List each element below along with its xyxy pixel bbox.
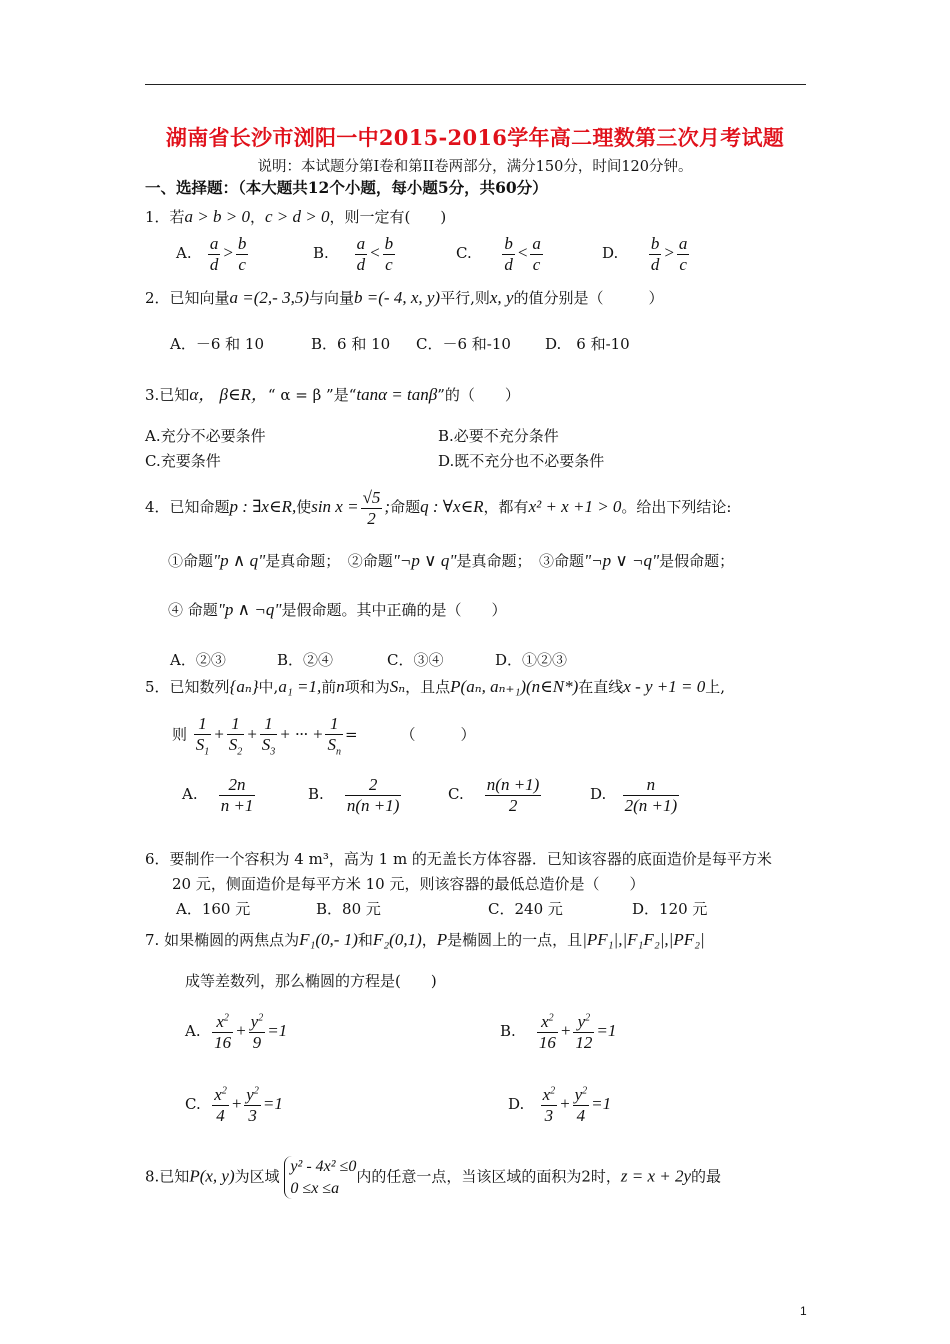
q5-option-c: C. $\frac{n(n +1)}{2}$ [448,775,540,815]
q2-option-c: C．－6 和-10 [416,335,511,353]
q3-option-d: D.既不充分也不必要条件 [438,452,605,470]
question-7-line-2: 成等差数列，那么椭圆的方程是( ) [185,972,437,990]
q4-statements-1: ①命题"p ∧ q"是真命题； ②命题"¬p ∨ q"是真命题； ③命题"¬p ∨ ¬q"是假命题； [168,551,735,570]
question-6-line-1: 6．要制作一个容积为 4 m³，高为 1 m 的无盖长方体容器．已知该容器的底面造价是每平方米 [145,850,772,868]
q1-option-a: A. $\frac{a}{d}$ > $\frac{b}{c}$ [176,234,247,274]
q6-option-b: B．80 元 [316,900,381,918]
exam-note: 说明：本试题分第I卷和第II卷两部分，满分150分，时间120分钟。 [257,159,693,175]
q1-option-d: D. $\frac{b}{d}$ > $\frac{a}{c}$ [602,234,688,274]
q4-option-b: B．②④ [277,651,334,669]
q6-option-a: A．160 元 [176,900,251,918]
question-7: 7. 如果椭圆的两焦点为F₁(0,- 1)和F₂(0,1)，P是椭圆上的一点，且|PF₁|,|F₁F₂|,|PF₂| [145,930,705,949]
page-title: 湖南省长沙市浏阳一中2015-2016学年高二理数第三次月考试题 [165,125,785,150]
question-6-line-2: 20 元，侧面造价是每平方米 10 元，则该容器的最低总造价是（ ） [172,875,645,893]
q6-option-c: C．240 元 [488,900,563,918]
q5-sum: 则 $\frac{1}{S_1}$ + $\frac{1}{S_2}$ + $\frac{1}{S_3}$ + ··· + $\frac{1}{S_n}$ = （ ） [172,714,476,757]
q1-option-c: C. $\frac{b}{d}$ < $\frac{a}{c}$ [456,234,541,274]
question-8: 8.已知P(x, y)为区域 y² - 4x² ≤0 0 ≤x ≤a 内的任意一点，当该区域的面积为2时，z = x + 2y的最 [145,1156,721,1199]
question-1: 1．若a > b > 0，c > d > 0，则一定有( ) [145,207,447,226]
q7-option-b: B. $\frac{x^2}{16}$ + $\frac{y^2}{12}$ =1 [500,1012,617,1052]
page-number: 1 [800,1304,807,1318]
q4-statements-2: ④ 命题"p ∧ ¬q"是假命题。其中正确的是（ ） [168,600,507,619]
header-rule [145,84,806,85]
q4-option-a: A．②③ [170,651,226,669]
q5-option-d: D. $\frac{n}{2(n +1)}$ [590,775,678,815]
region-system: y² - 4x² ≤0 0 ≤x ≤a [284,1156,356,1199]
q1-option-b: B. $\frac{a}{d}$ < $\frac{b}{c}$ [313,234,394,274]
q3-option-a: A.充分不必要条件 [145,427,266,445]
q5-option-a: A. $\frac{2n}{n +1}$ [182,775,254,815]
q3-option-c: C.充要条件 [145,452,221,470]
q5-option-b: B. $\frac{2}{n(n +1)}$ [308,775,400,815]
q7-option-a: A. $\frac{x^2}{16}$ + $\frac{y^2}{9}$ =1 [185,1012,288,1052]
question-2: 2．已知向量a =(2,- 3,5)与向量b =(- 4, x, y)平行,则x, y的值分别是（ ） [145,288,664,307]
q4-option-c: C．③④ [387,651,444,669]
q3-option-b: B.必要不充分条件 [438,427,559,445]
question-5: 5．已知数列{aₙ}中,a₁ =1,前n项和为Sₙ，且点P(aₙ, aₙ₊₁)(n∈N*)在直线x - y +1 = 0上, [145,677,726,696]
q2-option-d: D. 6 和-10 [545,335,630,353]
question-3: 3.已知α， β∈R，“ α = β ”是“tanα = tanβ”的（ ） [145,385,520,404]
question-4: 4．已知命题p : ∃x∈R,使sin x = $\frac{√5}{2}$ ;命题q : ∀x∈R，都有x² + x +1 > 0。给出下列结论: [145,488,732,528]
q6-option-d: D．120 元 [632,900,708,918]
q7-option-d: D. $\frac{x^2}{3}$ + $\frac{y^2}{4}$ =1 [508,1085,612,1125]
q4-option-d: D．①②③ [495,651,568,669]
q2-option-a: A．－6 和 10 [170,335,264,353]
q7-option-c: C. $\frac{x^2}{4}$ + $\frac{y^2}{3}$ =1 [185,1085,283,1125]
q2-option-b: B．6 和 10 [311,335,391,353]
section-heading: 一、选择题：（本大题共12个小题，每小题5分，共60分） [145,178,548,197]
